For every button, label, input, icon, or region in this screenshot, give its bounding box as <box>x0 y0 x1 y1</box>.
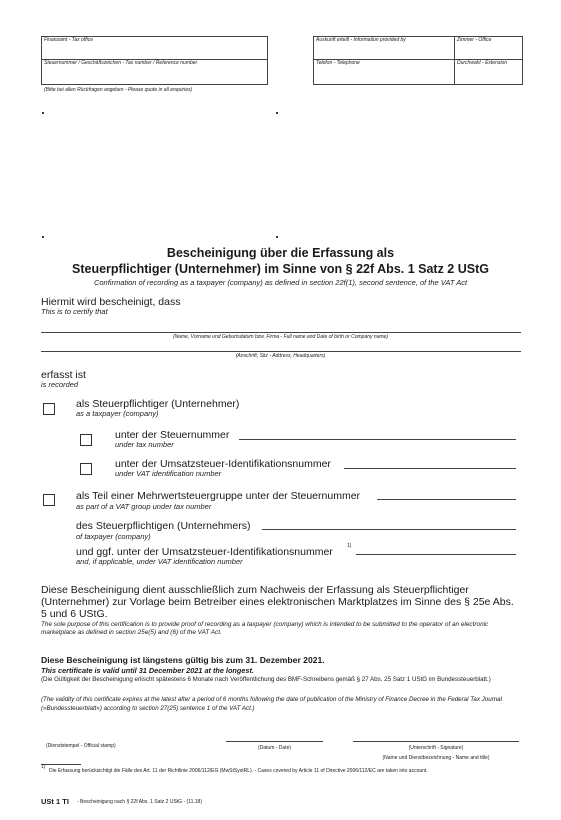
form-code: USt 1 TI <box>41 797 69 806</box>
form-reference: - Bescheinigung nach § 22f Abs. 1 Satz 2 UStG - (11.18) <box>77 799 202 805</box>
taxpayer-label: als Steuerpflichtiger (Unternehmer) <box>76 398 240 410</box>
document-title-line1: Bescheinigung über die Erfassung als <box>166 246 395 260</box>
vat-group-line[interactable] <box>377 499 516 500</box>
tax-number-line[interactable] <box>239 439 516 440</box>
address-caption: (Anschrift, Sitz - Address, Headquarters) <box>235 353 326 359</box>
purpose-text: Diese Bescheinigung dient ausschließlich zum Nachweis der Erfassung als Steuerpflichtiger (Unternehmer) zur Vorlage beim Betreiber eines elektronischen Marktplatzes im Sinne des § 25e Abs. 5 und 6 UStG. <box>41 584 514 620</box>
validity-date: 31. Dezember 2021 <box>245 655 323 665</box>
tax-number-checkbox[interactable] <box>80 434 92 446</box>
tax-number-label-en: under tax number <box>115 440 174 449</box>
signature-line[interactable] <box>353 741 519 742</box>
vat-id-line[interactable] <box>344 468 516 469</box>
validity-statement-en: This certificate is valid until 31 December 2021 at the longest. <box>41 666 254 675</box>
company-line[interactable] <box>262 529 516 530</box>
footnote-ref: 1) <box>347 543 352 549</box>
telephone-label: Telefon - Telephone <box>316 60 360 66</box>
validity-prefix: Diese Bescheinigung ist längstens gültig bis zum <box>41 655 246 665</box>
corner-mark <box>42 236 44 238</box>
optional-vat-id-label-en: and, if applicable, under VAT identification number <box>76 557 243 566</box>
extension-label: Durchwahl - Extension <box>457 60 508 66</box>
company-label: des Steuerpflichtigen (Unternehmers) <box>76 520 251 532</box>
vat-id-label: unter der Umsatzsteuer-Identifikationsnummer <box>115 458 331 470</box>
tax-number-label: Steuernummer / Geschäftszeichen - Tax number / Reference number <box>44 60 198 66</box>
optional-vat-id-line[interactable] <box>356 554 516 555</box>
company-label-en: of taxpayer (company) <box>76 532 151 541</box>
vat-id-checkbox[interactable] <box>80 463 92 475</box>
validity-note: (Die Gültigkeit der Bescheinigung erlischt spätestens 6 Monate nach Veröffentlichung des BMF-Schreibens gemäß § 27 Abs. 25 Satz 1 UStG im Bundessteuerblatt.) <box>41 676 491 683</box>
document-title-line2: Steuerpflichtiger (Unternehmer) im Sinne von § 22f Abs. 1 Satz 2 UStG <box>72 262 489 276</box>
recorded-heading-en: is recorded <box>41 380 79 389</box>
corner-mark <box>42 112 44 114</box>
taxpayer-checkbox[interactable] <box>43 403 55 415</box>
name-caption: (Name, Vorname und Geburtsdatum bzw. Firma - Full name and Date of birth or Company name) <box>172 334 389 340</box>
quote-note: (Bitte bei allen Rückfragen angeben - Please quote in all enquiries) <box>44 87 193 93</box>
certify-heading: Hiermit wird bescheinigt, dass <box>41 296 181 308</box>
validity-note-en: (The validity of this certificate expires at the latest after a period of 6 months following the date of publication of the Ministry of Finance Decree in the Federal Tax Journal (»Bundessteuerblatt«) according to section 27(25) sentence 1 of the VAT Act.) <box>41 696 502 712</box>
tax-office-label: Finanzamt - Tax office <box>44 37 94 43</box>
vat-group-checkbox[interactable] <box>43 494 55 506</box>
optional-vat-id-label: und ggf. unter der Umsatzsteuer-Identifikationsnummer <box>76 546 333 558</box>
signature-caption: (Unterschrift - Signature) <box>408 745 464 751</box>
date-caption: (Datum - Date) <box>257 745 292 751</box>
validity-suffix: . <box>322 655 325 665</box>
address-line[interactable] <box>41 351 521 352</box>
information-label: Auskunft erteilt - Information provided by <box>316 37 406 43</box>
name-line[interactable] <box>41 332 521 333</box>
date-line[interactable] <box>226 741 323 742</box>
contact-column-divider <box>454 36 455 85</box>
tax-number-label: unter der Steuernummer <box>115 429 230 441</box>
vat-group-label: als Teil einer Mehrwertsteuergruppe unter der Steuernummer <box>76 490 361 502</box>
corner-mark <box>276 236 278 238</box>
certify-heading-en: This is to certify that <box>41 307 108 316</box>
footnote-mark: 1) <box>41 764 46 770</box>
office-label: Zimmer - Office <box>457 37 492 43</box>
purpose-text-en: The sole purpose of this certification is to provide proof of recording as a taxpayer (company) which is intended to be submitted to the operator of an electronic marketplace as defined in section 25e(5) and (6) of the VAT Act. <box>41 621 489 637</box>
stamp-caption: (Dienststempel - Official stamp) <box>46 743 116 749</box>
vat-id-label-en: under VAT identification number <box>115 469 222 478</box>
name-title-caption: (Name und Dienstbezeichnung - Name and title) <box>382 755 490 761</box>
validity-statement <box>41 655 325 665</box>
recorded-heading: erfasst ist <box>41 369 86 381</box>
document-subtitle: Confirmation of recording as a taxpayer (company) as defined in section 22f(1), second sentence, of the VAT Act <box>93 278 468 287</box>
taxpayer-label-en: as a taxpayer (company) <box>76 409 159 418</box>
vat-group-label-en: as part of a VAT group under tax number <box>76 502 212 511</box>
footnote-separator <box>41 764 81 765</box>
footnote-text: Die Erfassung berücksichtigt die Fälle des Art. 11 der Richtlinie 2006/112/EG (MwStSystRL). - Cases covered by Article 11 of Directive 2006/112/EC are taken into account. <box>49 768 428 774</box>
corner-mark <box>276 112 278 114</box>
